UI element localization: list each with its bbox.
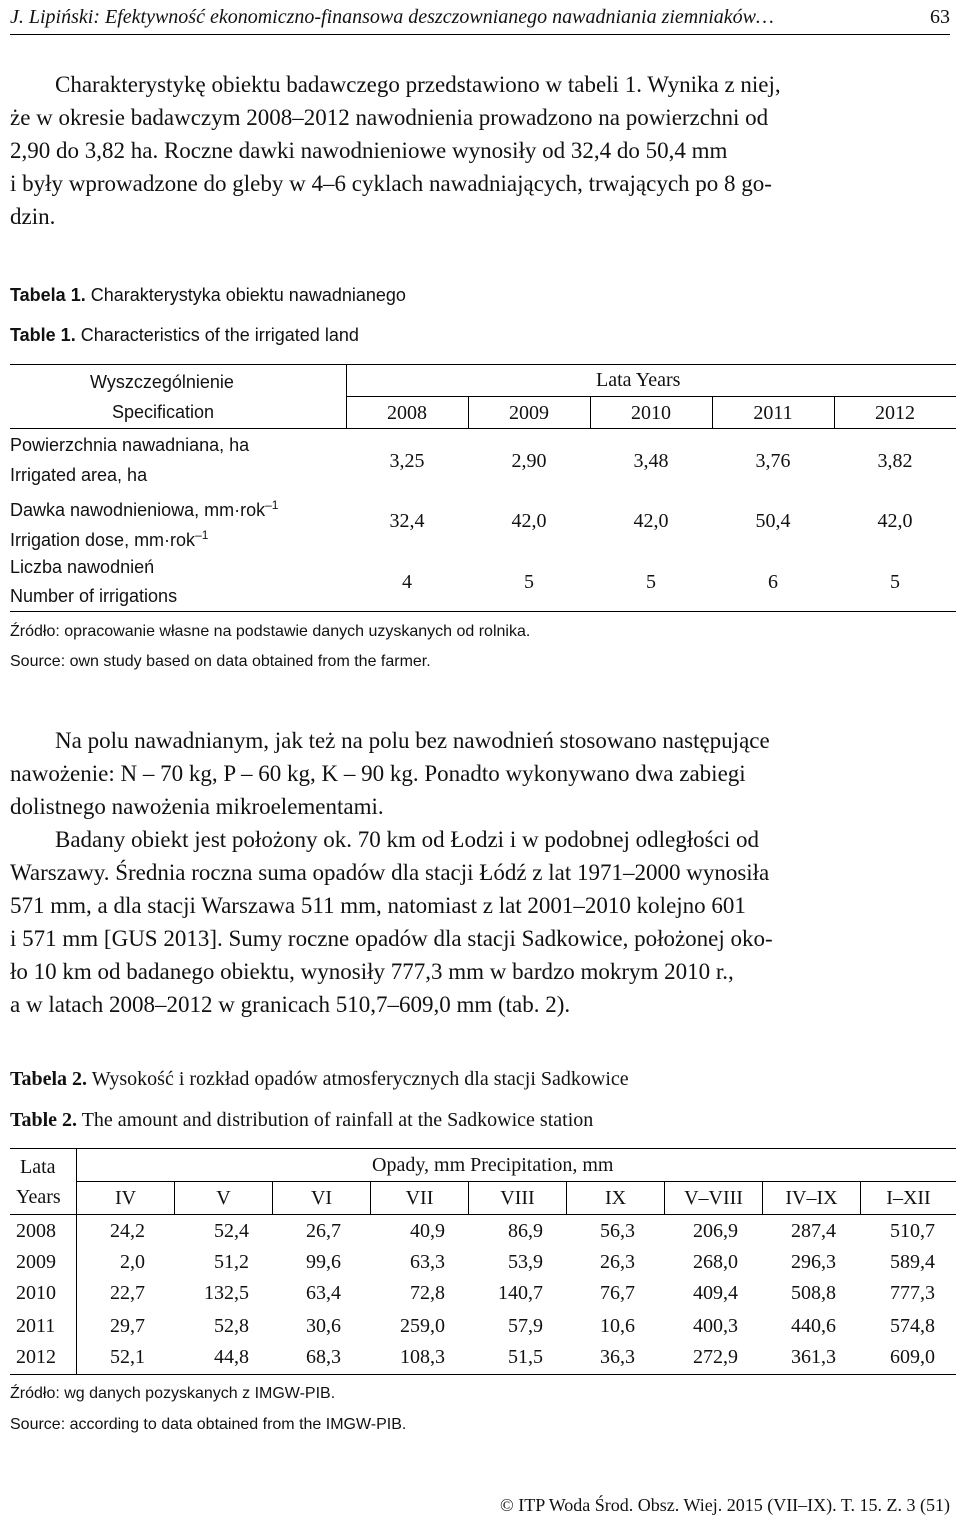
table2-cell: 52,8 — [214, 1315, 249, 1337]
table2-cell: 2,0 — [120, 1251, 145, 1273]
table2-cell: 26,3 — [600, 1251, 635, 1273]
running-header — [10, 2, 950, 35]
page-number: 63 — [930, 6, 950, 28]
table2-head-years-en: Years — [16, 1186, 61, 1208]
table2-cell: 63,4 — [306, 1282, 341, 1304]
table2-cell: 268,0 — [693, 1251, 738, 1273]
table1-cell: 5 — [524, 571, 534, 593]
table1-cell: 42,0 — [633, 510, 669, 532]
table1-row-label-pl: Liczba nawodnień — [10, 557, 155, 577]
table2-cell: 51,5 — [508, 1346, 543, 1368]
table1-cell: 3,48 — [633, 450, 669, 472]
table2-cell: 609,0 — [890, 1346, 935, 1368]
table1-year-2008: 2008 — [387, 402, 427, 424]
table2-cell: 57,9 — [508, 1315, 543, 1337]
table1-rule-header — [10, 428, 956, 429]
table2-cell: 287,4 — [791, 1220, 836, 1242]
footer-citation: © ITP Woda Środ. Obsz. Wiej. 2015 (VII–IX). T. 15. Z. 3 (51) — [500, 1495, 950, 1515]
table1-caption-en — [10, 324, 359, 346]
paragraph-line: Na polu nawadnianym, jak też na polu bez nawodnień stosowano następujące — [55, 728, 770, 753]
table2-cell: 206,9 — [693, 1220, 738, 1242]
table1-caption-pl-label: Tabela 1. — [10, 285, 86, 305]
table2-cell: 99,6 — [306, 1251, 341, 1273]
table1-year-2009: 2009 — [509, 402, 549, 424]
paragraph-line: i były wprowadzone do gleby w 4–6 cyklach nawadniających, trwających po 8 go- — [10, 171, 772, 196]
table1-cell: 2,90 — [511, 450, 547, 472]
paragraph-line: 2,90 do 3,82 ha. Roczne dawki nawodnieniowe wynosiły od 32,4 do 50,4 mm — [10, 138, 728, 163]
table1-caption-pl-text: Charakterystyka obiektu nawadnianego — [90, 285, 406, 305]
table2-cell: 409,4 — [693, 1282, 738, 1304]
table2-cell: 132,5 — [204, 1282, 249, 1304]
table2-rule-top — [10, 1148, 956, 1149]
table1-row-label-sup: –1 — [195, 528, 209, 542]
table1-source-pl: Źródło: opracowanie własne na podstawie danych uzyskanych od rolnika. — [10, 623, 531, 640]
table2-row-year: 2012 — [16, 1346, 56, 1368]
table2-cell: 68,3 — [306, 1346, 341, 1368]
table2-caption-en-label: Table 2. — [10, 1109, 78, 1131]
paragraph-line: a w latach 2008–2012 w granicach 510,7–609,0 mm (tab. 2). — [10, 992, 571, 1017]
paragraph-line: że w okresie badawczym 2008–2012 nawodnienia prowadzono na powierzchni od — [10, 105, 769, 130]
table2-cell: 29,7 — [110, 1315, 145, 1337]
table1-rule-bottom — [10, 611, 956, 612]
table2-rule-precip — [76, 1181, 956, 1182]
table1-cell: 42,0 — [511, 510, 547, 532]
table2-cell: 361,3 — [791, 1346, 836, 1368]
table2-cell: 508,8 — [791, 1282, 836, 1304]
table1-row-label-sup: –1 — [265, 498, 279, 512]
table1-rule-years — [346, 396, 956, 397]
table1-year-2010: 2010 — [631, 402, 671, 424]
table2-col-head: IV — [114, 1187, 137, 1209]
table2-cell: 108,3 — [400, 1346, 445, 1368]
table1-rule-top — [10, 364, 956, 365]
table2-cell: 777,3 — [890, 1282, 935, 1304]
table1-head-spec-en: Specification — [112, 402, 215, 422]
table2-cell: 86,9 — [508, 1220, 543, 1242]
table2-caption-pl-label: Tabela 2. — [10, 1068, 88, 1090]
table1-row-label-en: Irrigated area, ha — [10, 465, 148, 485]
table2-source-pl: Źródło: wg danych pozyskanych z IMGW-PIB. — [10, 1385, 336, 1402]
table2-caption-pl-text: Wysokość i rozkład opadów atmosferycznych dla stacji Sadkowice — [91, 1068, 629, 1090]
table2-caption-pl — [10, 1067, 629, 1091]
table1-row-label-en: Number of irrigations — [10, 586, 178, 606]
table1-row-label-pl: Powierzchnia nawadniana, ha — [10, 435, 250, 455]
table2-cell: 574,8 — [890, 1315, 935, 1337]
table1-year-2012: 2012 — [875, 402, 915, 424]
table2-col-head: V–VIII — [684, 1187, 743, 1209]
table2-head-years-pl: Lata — [20, 1156, 56, 1178]
table2-cell: 56,3 — [600, 1220, 635, 1242]
table1-cell: 42,0 — [877, 510, 913, 532]
table1-row-label-en — [10, 524, 208, 551]
table1-row-label-text: Dawka nawodnieniowa, mm·rok — [10, 500, 266, 520]
paragraph-line: 571 mm, a dla stacji Warszawa 511 mm, natomiast z lat 2001–2010 kolejno 601 — [10, 893, 746, 918]
table2-cell: 26,7 — [306, 1220, 341, 1242]
table2-cell: 22,7 — [110, 1282, 145, 1304]
table1-row-label-text: Irrigation dose, mm·rok — [10, 530, 196, 550]
table2-col-head: IV–IX — [785, 1187, 838, 1209]
table2-cell: 272,9 — [693, 1346, 738, 1368]
table2-cell: 53,9 — [508, 1251, 543, 1273]
table2-cell: 10,6 — [600, 1315, 635, 1337]
table2-col-head: VIII — [500, 1187, 535, 1209]
table2-rule-bottom — [10, 1374, 956, 1375]
table1-caption-en-text: Characteristics of the irrigated land — [80, 325, 359, 345]
paragraph-line: dolistnego nawożenia mikroelementami. — [10, 794, 384, 819]
table1-caption-en-label: Table 1. — [10, 325, 76, 345]
table2-cell: 140,7 — [498, 1282, 543, 1304]
table2-cell: 63,3 — [410, 1251, 445, 1273]
table2-cell: 440,6 — [791, 1315, 836, 1337]
table1-cell: 32,4 — [389, 510, 425, 532]
paragraph-line: Badany obiekt jest położony ok. 70 km od Łodzi i w podobnej odległości od — [55, 827, 759, 852]
table2-col-head: VI — [310, 1187, 333, 1209]
table2-cell: 40,9 — [410, 1220, 445, 1242]
table2-cell: 52,4 — [214, 1220, 249, 1242]
table2-cell: 36,3 — [600, 1346, 635, 1368]
table2-rule-header — [10, 1214, 956, 1215]
table1-caption-pl — [10, 284, 406, 306]
table2-col-head: I–XII — [886, 1187, 931, 1209]
table1-cell: 50,4 — [755, 510, 791, 532]
table2-row-year: 2011 — [16, 1315, 56, 1337]
table2-col-head: VII — [405, 1187, 434, 1209]
table2-cell: 51,2 — [214, 1251, 249, 1273]
table2-row-year: 2009 — [16, 1251, 56, 1273]
table2-caption-en-text: The amount and distribution of rainfall at the Sadkowice station — [81, 1109, 594, 1131]
table2-row-year: 2010 — [16, 1282, 56, 1304]
table2-col-head: IX — [604, 1187, 627, 1209]
table1-cell: 6 — [768, 571, 778, 593]
table2-cell: 296,3 — [791, 1251, 836, 1273]
table1-cell: 3,25 — [389, 450, 425, 472]
table2-cell: 24,2 — [110, 1220, 145, 1242]
paragraph-line: i 571 mm [GUS 2013]. Sumy roczne opadów dla stacji Sadkowice, położonej oko- — [10, 926, 773, 951]
table2-cell: 52,1 — [110, 1346, 145, 1368]
table1-cell: 3,82 — [877, 450, 913, 472]
table2-cell: 589,4 — [890, 1251, 935, 1273]
table1-cell: 3,76 — [755, 450, 791, 472]
table2-source-en: Source: according to data obtained from the IMGW-PIB. — [10, 1416, 407, 1433]
paragraph-line: ło 10 km od badanego obiektu, wynosiły 777,3 mm w bardzo mokrym 2010 r., — [10, 959, 734, 984]
table1-cell: 5 — [890, 571, 900, 593]
table2-cell: 72,8 — [410, 1282, 445, 1304]
table2-caption-en — [10, 1108, 593, 1132]
paragraph-line: dzin. — [10, 204, 56, 229]
table2-cell: 44,8 — [214, 1346, 249, 1368]
paragraph-line: nawożenie: N – 70 kg, P – 60 kg, K – 90 kg. Ponadto wykonywano dwa zabiegi — [10, 761, 746, 786]
table2-head-precip: Opady, mm Precipitation, mm — [372, 1154, 614, 1176]
table1-head-spec-pl: Wyszczególnienie — [90, 372, 234, 392]
table2-cell: 510,7 — [890, 1220, 935, 1242]
paragraph-line: Warszawy. Średnia roczna suma opadów dla stacji Łódź z lat 1971–2000 wynosiła — [10, 860, 770, 885]
table1-row-label-pl — [10, 494, 278, 521]
table2-col-head: V — [216, 1187, 231, 1209]
table1-head-years: Lata Years — [596, 369, 681, 391]
table2-cell: 400,3 — [693, 1315, 738, 1337]
table1-year-2011: 2011 — [753, 402, 793, 424]
table1-cell: 4 — [402, 571, 412, 593]
running-title: J. Lipiński: Efektywność ekonomiczno-finansowa deszczownianego nawadniania ziemniaków… — [10, 6, 774, 28]
table2-cell: 76,7 — [600, 1282, 635, 1304]
table2-row-year: 2008 — [16, 1220, 56, 1242]
table1-source-en: Source: own study based on data obtained from the farmer. — [10, 653, 431, 670]
paragraph-line: Charakterystykę obiektu badawczego przedstawiono w tabeli 1. Wynika z niej, — [55, 72, 781, 97]
table2-cell: 259,0 — [400, 1315, 445, 1337]
table1-cell: 5 — [646, 571, 656, 593]
table2-cell: 30,6 — [306, 1315, 341, 1337]
